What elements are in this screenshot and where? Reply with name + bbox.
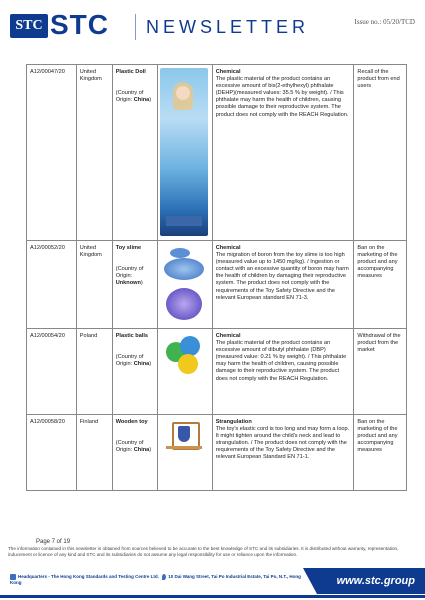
origin-text: (Country of Origin: Unknown)	[115, 266, 144, 287]
country-cell: United Kingdom	[76, 65, 112, 241]
box-label-icon	[166, 216, 202, 226]
country-cell: United Kingdom	[76, 241, 112, 329]
location-pin-icon	[162, 574, 166, 580]
issue-number: Issue no.: 05/20/TCD	[354, 18, 415, 26]
risk-text: The migration of boron from the toy slime is too high (measured value up to 1450 mg/kg). / Ingestion or contact with an excessive quantity of boron may harm the health of children by damaging their reproductive system. The product does not comply with the requirements of the Toy Safety Directive and the relevant European standard EN 71-3.	[215, 252, 349, 301]
origin-text: (Country of Origin: China)	[115, 440, 152, 454]
risk-type: Chemical	[215, 245, 241, 251]
newsletter-title: NEWSLETTER	[146, 17, 310, 37]
origin-text: (Country of Origin: China)	[115, 90, 152, 104]
ref-cell: A12/00052/20	[27, 241, 77, 329]
doll-image	[160, 68, 208, 236]
disclaimer: The information contained in this newsletter is obtained from sources believed to be accurate to the best knowledge of STC and its subsidiaries. It is distributed without warranty, representation, inducement or licence of any kind and STC and its subsidiaries do not assume any legal responsibility for use or reliance upon the information.	[8, 546, 399, 557]
slime-image	[160, 244, 208, 324]
hq-address: 10 Dai Wang Street, Tai Po Industrial Estate, Tai Po, N.T., Hong Kong	[10, 574, 301, 585]
measures-cell: Ban on the marketing of the product and any accompanying measures	[354, 241, 407, 329]
risk-cell	[212, 415, 354, 491]
country-cell: Poland	[76, 329, 112, 415]
bottom-line	[0, 595, 425, 598]
measures-cell: Ban on the marketing of the product and any accompanying measures	[354, 415, 407, 491]
product-name: Plastic Doll	[115, 69, 146, 75]
table-row	[27, 415, 407, 491]
image-cell	[157, 329, 212, 415]
risk-cell	[212, 329, 354, 415]
risk-cell	[212, 241, 354, 329]
origin-text: (Country of Origin: China)	[115, 354, 152, 368]
table-row	[27, 65, 407, 241]
risk-text: The plastic material of the product contains an excessive amount of bis(2-ethylhexyl) phthalate (DEHP)(measured values: 35.5 % by weight). / This phthalate may harm the health of children, causing possible damage to their reproductive system. The product does not comply with the REACH Regulation.	[215, 76, 349, 118]
recall-table	[26, 64, 407, 491]
measures-cell: Recall of the product from end users	[354, 65, 407, 241]
product-name: Plastic balls	[115, 333, 149, 339]
image-cell	[157, 241, 212, 329]
headquarters-info	[10, 574, 310, 585]
country-cell: Finland	[76, 415, 112, 491]
header-divider	[135, 14, 136, 40]
risk-text: The plastic material of the product contains an excessive amount of dibutyl phthalate (DBP)(measured value: 0.21 % by weight). / This phthalate may harm the health of children, causing possible damage to their reproductive system. The product does not comply with the REACH Regulation.	[215, 340, 347, 382]
stc-logo-text: STC	[50, 9, 109, 40]
product-cell	[112, 329, 157, 415]
website-link[interactable]: www.stc.group	[317, 568, 425, 594]
page-number: Page 7 of 19	[36, 539, 71, 545]
ref-cell: A12/00047/20	[27, 65, 77, 241]
ref-cell: A12/00058/20	[27, 415, 77, 491]
table-row	[27, 329, 407, 415]
product-name: Toy slime	[115, 245, 142, 251]
product-name: Wooden toy	[115, 419, 148, 425]
wooden-toy-image	[160, 418, 208, 458]
stc-logo-mark: STC	[10, 14, 48, 38]
measures-cell: Withdrawal of the product from the market	[354, 329, 407, 415]
hq-label: Headquarters - The Hong Kong Standards and Testing Centre Ltd.	[18, 574, 159, 580]
product-cell	[112, 241, 157, 329]
balls-image	[160, 332, 208, 380]
table-row	[27, 241, 407, 329]
risk-type: Strangulation	[215, 419, 252, 425]
page-header	[0, 0, 425, 48]
risk-type: Chemical	[215, 333, 241, 339]
risk-text: The toy's elastic cord is too long and may form a loop. It might tighten around the child's neck and lead to strangulation. / The product does not comply with the requirements of the Toy Safety Directive and the relevant European Standard EN 71-1.	[215, 426, 350, 461]
image-cell	[157, 415, 212, 491]
risk-type: Chemical	[215, 69, 241, 75]
risk-cell	[212, 65, 354, 241]
product-cell	[112, 415, 157, 491]
product-cell	[112, 65, 157, 241]
ref-cell: A12/00054/20	[27, 329, 77, 415]
image-cell	[157, 65, 212, 241]
